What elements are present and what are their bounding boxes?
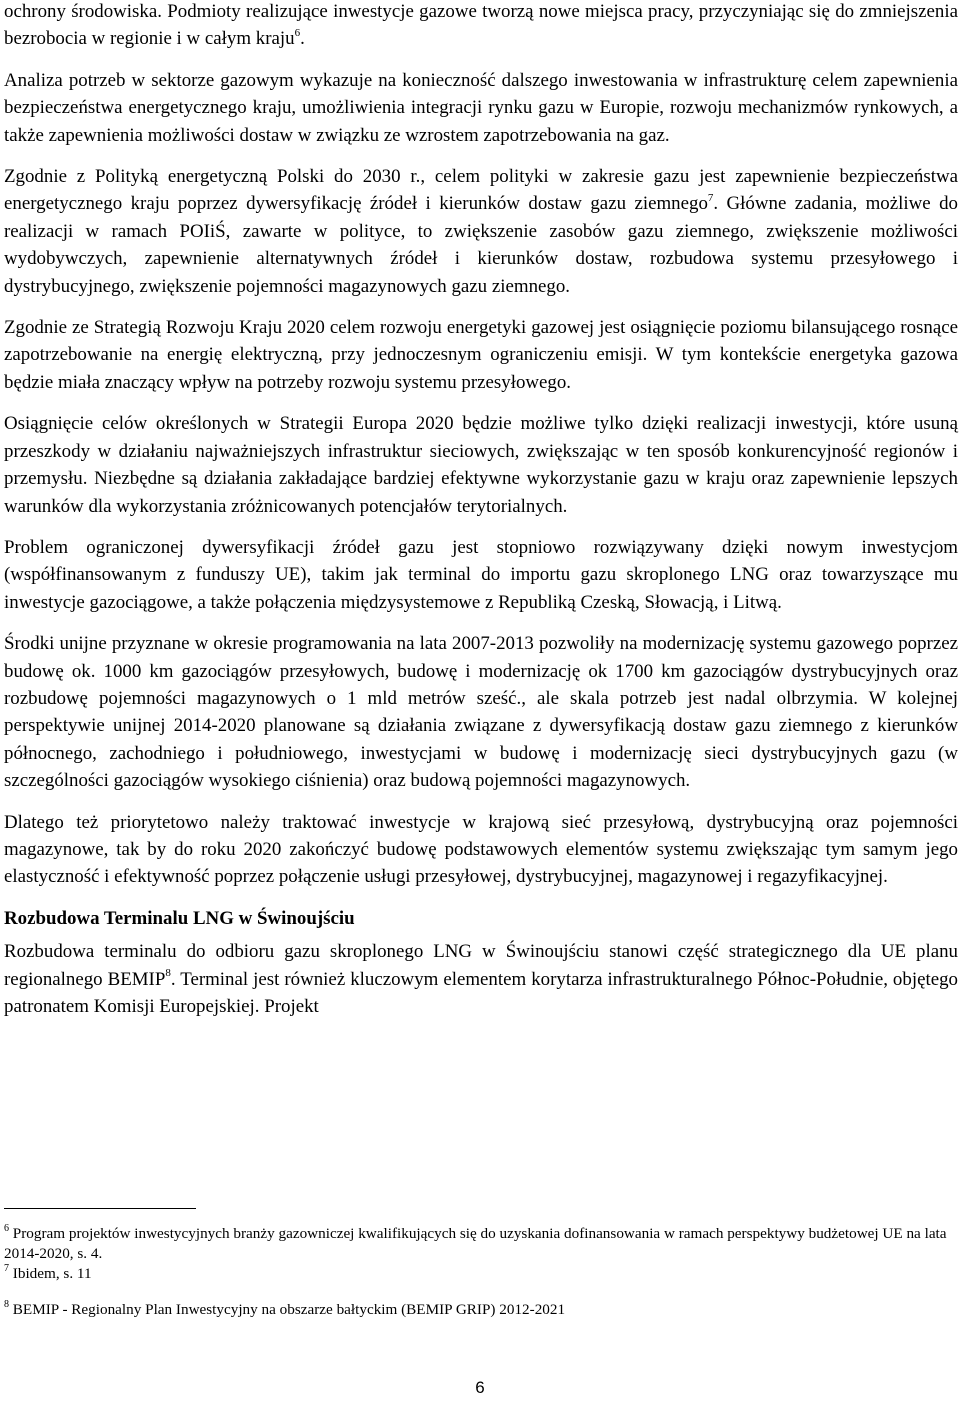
paragraph-8: Dlatego też priorytetowo należy traktować inwestycje w krajową sieć przesyłową, dystrybucyjną oraz pojemności magazynowe, tak by do roku 2020 zakończyć budowę podstawowych elementów systemu zwiększając tym samym jego elastyczność i efektywność poprzez połączenie usługi przesyłowej, dystrybucyjnej, magazynowej i regazyfikacyjnej. — [4, 811, 958, 888]
paragraph-9: Rozbudowa terminalu do odbioru gazu skroplonego LNG w Świnoujściu stanowi część strategicznego dla UE planu regionalnego BEMIP$^8$. Terminal jest również kluczowym elementem korytarza infrastrukturalnego Północ-Południe, objętego patronatem Komisji Europejskiej. Projekt — [4, 941, 958, 1017]
paragraph-2: Analiza potrzeb w sektorze gazowym wykazuje na konieczność dalszego inwestowania w infrastrukturę celem zapewnienia bezpieczeństwa energetycznego kraju, umożliwienia integracji rynku gazu w Europie, rozwoju mechanizmów rynkowych, a także zapewnienia możliwości dostaw w związku ze wzrostem zapotrzebowania na gaz. — [4, 69, 958, 146]
footnote-6: $^6$ Program projektów inwestycyjnych branży gazowniczej kwalifikujących się do uzyskania dofinansowania w ramach perspektywy budżetowej UE na lata 2014-2020, s. 4. — [4, 1222, 947, 1262]
page-number: 6 — [475, 1378, 485, 1397]
footnote-8: $^8$ BEMIP - Regionalny Plan Inwestycyjny na obszarze bałtyckim (BEMIP GRIP) 2012-2021 — [4, 1298, 566, 1318]
footnote-7: $^7$ Ibidem, s. 11 — [4, 1262, 92, 1282]
paragraph-1: ochrony środowiska. Podmioty realizujące inwestycje gazowe tworzą nowe miejsca pracy, przyczyniając się do zmniejszenia bezrobocia w regionie i w całym kraju$^6$. — [4, 1, 958, 50]
footnote-ref-6[interactable]: 6 — [294, 27, 301, 40]
paragraph-7: Środki unijne przyznane w okresie programowania na lata 2007-2013 pozwoliły na modernizację systemu gazowego poprzez budowę ok. 1000 km gazociągów przesyłowych, budowę i modernizację ok 1700 km gazociągów dystrybucyjnych oraz rozbudowę pojemności magazynowych o 1 mld metrów sześć., ale skala potrzeb jest nadal olbrzymia. W kolejnej perspektywie unijnej 2014-2020 planowane są działania związane z dywersyfikacją dostaw gazu ziemnego z kierunków północnego, zachodniego i południowego, inwestycjami w budowę i modernizację sieci dystrybucyjnych gazu (w szczególności gazociągów wysokiego ciśnienia) oraz budową pojemności magazynowych. — [4, 633, 958, 792]
footnote-ref-8[interactable]: 8 — [165, 967, 171, 980]
paragraph-6: Problem ograniczonej dywersyfikacji źródeł gazu jest stopniowo rozwiązywany dzięki nowym inwestycjom (współfinansowanym z funduszy UE), takim jak terminal do importu gazu skroplonego LNG oraz towarzyszące mu inwestycje gazociągowe, a także połączenia międzysystemowe z Republiką Czeską, Słowacją, i Litwą. — [4, 536, 958, 613]
document-page — [4, 0, 958, 1034]
paragraph-4: Zgodnie ze Strategią Rozwoju Kraju 2020 celem rozwoju energetyki gazowej jest osiągnięcie poziomu bilansującego rosnące zapotrzebowanie na energię elektryczną, przy jednoczesnym ograniczeniu emisji. W tym kontekście energetyka gazowa będzie miała znaczący wpływ na potrzeby rozwoju systemu przesyłowego. — [4, 317, 958, 393]
paragraph-3: Zgodnie z Polityką energetyczną Polski do 2030 r., celem polityki w zakresie gazu jest zapewnienie bezpieczeństwa energetycznego kraju poprzez dywersyfikację źródeł i kierunków dostaw gazu ziemnego$^7$. Główne zadania, możliwe do realizacji w ramach POIiŚ, zawarte w polityce, to zwiększenie zasobów gazu ziemnego, zwiększenie możliwości wydobywczych, zapewnienie alternatywnych źródeł i kierunków dostaw, rozbudowa systemu przesyłowego i dystrybucyjnego, zwiększenie pojemności magazynowych gazu ziemnego. — [4, 166, 958, 297]
footnote-ref-7[interactable]: 7 — [707, 192, 714, 205]
footnote-separator — [4, 1208, 196, 1209]
footnotes — [4, 1208, 958, 1320]
paragraph-5: Osiągnięcie celów określonych w Strategii Europa 2020 będzie możliwe tylko dzięki realizacji inwestycji, które usuną przeszkody w działaniu najważniejszych infrastruktur sieciowych, zwiększając w ten sposób konkurencyjność regionów i przemysłu. Niezbędne są działania zakładające bardziej efektywne wykorzystanie gazu w kraju oraz zapewnienie lepszych warunków dla wykorzystania zróżnicowanych potencjałów terytorialnych. — [4, 413, 958, 517]
section-heading: Rozbudowa Terminalu LNG w Świnoujściu — [4, 907, 355, 929]
